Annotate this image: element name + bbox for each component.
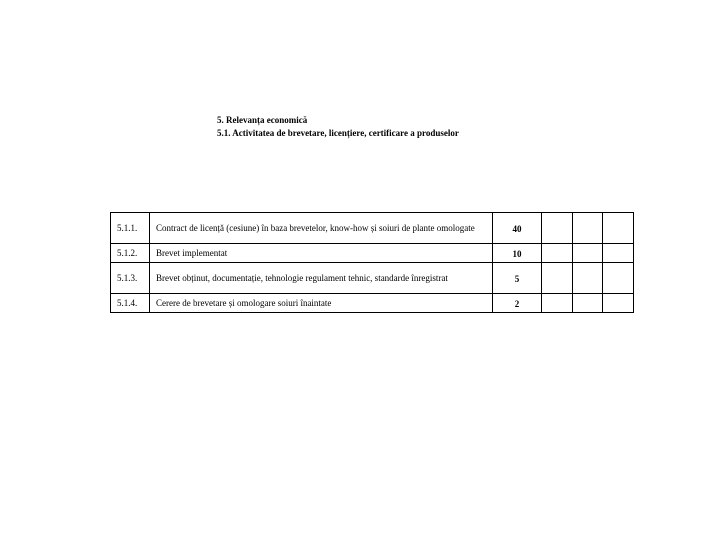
empty-cell — [603, 263, 634, 294]
activity-table — [110, 212, 634, 313]
row-value: 40 — [493, 213, 542, 244]
empty-cell — [572, 244, 603, 263]
empty-cell — [603, 244, 634, 263]
empty-cell — [542, 244, 573, 263]
section-title: 5. Relevanța economică — [217, 115, 308, 125]
row-code: 5.1.4. — [111, 294, 150, 313]
row-description: Contract de licență (cesiune) în baza brevetelor, know-how și soiuri de plante omologate — [150, 213, 493, 244]
table-row — [111, 263, 634, 294]
table-row — [111, 244, 634, 263]
empty-cell — [542, 294, 573, 313]
empty-cell — [542, 263, 573, 294]
row-description: Brevet obținut, documentație, tehnologie regulament tehnic, standarde înregistrat — [150, 263, 493, 294]
row-value: 10 — [493, 244, 542, 263]
table-row — [111, 213, 634, 244]
row-code: 5.1.2. — [111, 244, 150, 263]
empty-cell — [542, 213, 573, 244]
empty-cell — [572, 294, 603, 313]
row-value: 5 — [493, 263, 542, 294]
section-heading — [217, 114, 459, 140]
row-description: Brevet implementat — [150, 244, 493, 263]
row-value: 2 — [493, 294, 542, 313]
table-row — [111, 294, 634, 313]
row-code: 5.1.1. — [111, 213, 150, 244]
empty-cell — [603, 213, 634, 244]
row-code: 5.1.3. — [111, 263, 150, 294]
empty-cell — [572, 263, 603, 294]
empty-cell — [572, 213, 603, 244]
empty-cell — [603, 294, 634, 313]
row-description: Cerere de brevetare și omologare soiuri înaintate — [150, 294, 493, 313]
subsection-title: 5.1. Activitatea de brevetare, licențiere, certificare a produselor — [217, 128, 459, 138]
